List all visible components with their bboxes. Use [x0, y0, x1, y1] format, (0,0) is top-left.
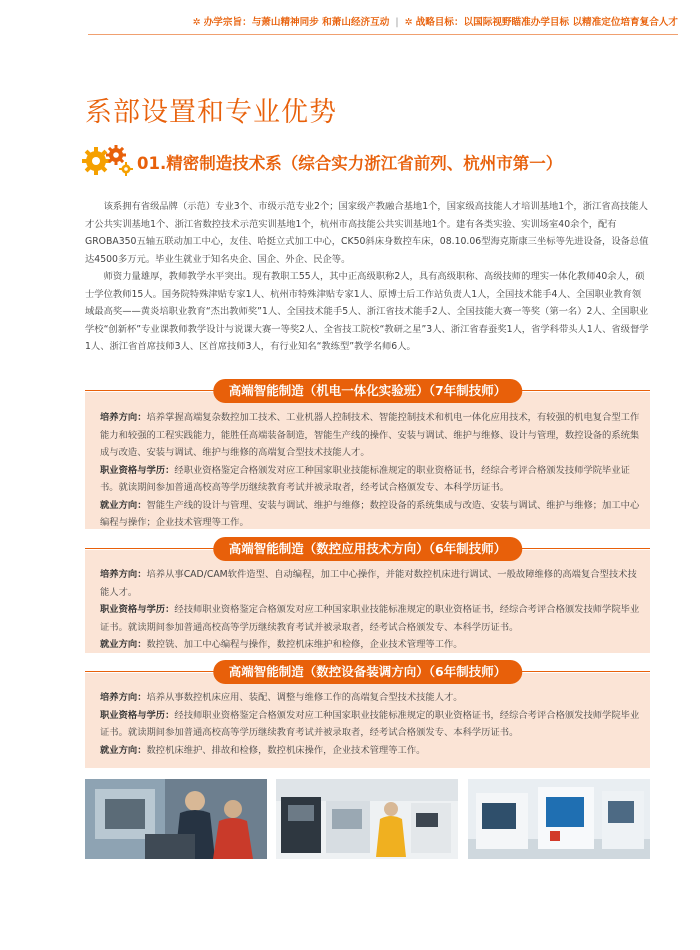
- qualification-label: 职业资格与学历：: [100, 604, 175, 615]
- gears-icon: [82, 143, 134, 179]
- program-body: [100, 689, 640, 759]
- qualification: [100, 601, 640, 636]
- employment-label: 就业方向：: [100, 639, 147, 650]
- strategy-label: 战略目标：: [415, 17, 464, 28]
- intro-paragraph: 该系拥有省级品牌（示范）专业3个、市级示范专业2个；国家级产教融合基地1个，国家级高技能人才培训基地1个，浙江省高技能人才公共实训基地1个、浙江省数控技术示范实训基地1个，杭州市高技能公共实训基地1个。建有各类实验、实训场室40余个，配有GROBA350五轴五联动加工中心，友佳、哈挺立式加工中心，CK50斜床身数控车床，08.10.06型海克斯康三坐标等先进设备，设备总值达4500多万元。毕业生就业于知名央企、国企、外企、民企等。: [85, 201, 649, 265]
- program-title: 高端智能制造（机电一体化实验班）（7年制技师）: [213, 379, 522, 403]
- qualification-label: 职业资格与学历：: [100, 464, 175, 476]
- strategy-text: 以国际视野瞄准办学目标 以精准定位培育复合人才: [463, 17, 678, 28]
- employment-direction: [100, 636, 640, 654]
- department-intro: [85, 198, 650, 356]
- photo-machining-workshop: [276, 779, 458, 859]
- program-body: [100, 566, 640, 654]
- star-icon: ✲: [192, 17, 201, 28]
- department-heading: 01.精密制造技术系（综合实力浙江省前列、杭州市第一）: [137, 154, 563, 173]
- qualification-text: 经技师职业资格鉴定合格颁发对应工种国家职业技能标准规定的职业资格证书，经综合考评合格颁发技师学院毕业证书。就读期间参加普通高校高等学历继续教育考试并被录取者，经考试合格颁发专、本科学历证书。: [100, 709, 640, 738]
- training-direction-label: 培养方向：: [100, 692, 147, 703]
- employment-label: 就业方向：: [100, 499, 147, 511]
- training-direction-text: 培养从事CAD/CAM软件造型、自动编程，加工中心操作，并能对数控机床进行调试、一般故障维修的高端复合型技术技能人才。: [100, 569, 637, 598]
- program-header: [85, 537, 650, 561]
- qualification: [100, 707, 640, 742]
- program-body: [100, 409, 640, 532]
- star-icon: ✲: [404, 17, 413, 28]
- program-header: [85, 379, 650, 403]
- training-direction: [100, 689, 640, 707]
- employment-label: 就业方向：: [100, 744, 147, 756]
- training-direction-text: 培养从事数控机床应用、装配、调整与维修工作的高端复合型技术技能人才。: [146, 692, 463, 703]
- motto-label: 办学宗旨：: [203, 17, 252, 28]
- header-separator: |: [395, 17, 399, 28]
- training-direction: [100, 409, 640, 462]
- training-direction: [100, 566, 640, 601]
- photo-cnc-machines: [468, 779, 650, 859]
- header-divider: [88, 34, 678, 35]
- program-header: [85, 660, 650, 684]
- header-motto: [193, 14, 678, 28]
- program-card: [85, 541, 650, 653]
- qualification: [100, 462, 640, 497]
- qualification-text: 经职业资格鉴定合格颁发对应工种国家职业技能标准规定的职业资格证书，经综合考评合格颁发技师学院毕业证书。就读期间参加普通高校高等学历继续教育考试并被录取者，经考试合格颁发专、本科学历证书。: [100, 464, 630, 493]
- photo-strip: [85, 779, 650, 859]
- qualification-label: 职业资格与学历：: [100, 709, 175, 721]
- photo-students-at-machine: [85, 779, 267, 859]
- intro-paragraph: 师资力量雄厚，教师教学水平突出。现有教职工55人，其中正高级职称2人，具有高级职称、高级技师的理实一体化教师40余人，硕士学位教师15人。国务院特殊津贴专家1人、杭州市特殊津贴专家1人、原博士后工作站负责人1人，全国技术能手4人、全国职业教育领域最高奖——黄炎培职业教育“杰出教师奖”1人、全国技术能手5人、浙江省技术能手2人、全国技能大赛一等奖（第一名）2人、全国职业学校“创新杯”专业课教师教学设计与说课大赛一等奖2人、全省技工院校“教研之星”3人、浙江省春蚕奖1人，省学科带头人1人、省级督学1人、浙江省首席技师3人、区首席技师3人，有行业知名“教练型”教学名师6人。: [85, 271, 649, 352]
- program-title: 高端智能制造（数控应用技术方向）（6年制技师）: [213, 537, 522, 561]
- training-direction-text: 培养掌握高端复杂数控加工技术、工业机器人控制技术、智能控制技术和机电一体化应用技术，有较强的机电复合型工作能力和较强的工程实践能力，能胜任高端装备制造，智能生产线的操作、安装与调试、维护与维修、设计与管理，数控设备的系统集成与改造、安装与调试、维护与维修的高端复合型技术技能人才。: [100, 412, 640, 458]
- header-bar: [0, 0, 700, 40]
- training-direction-label: 培养方向：: [100, 569, 147, 580]
- employment-direction: [100, 742, 640, 760]
- training-direction-label: 培养方向：: [100, 412, 147, 423]
- employment-text: 智能生产线的设计与管理、安装与调试、维护与维修；数控设备的系统集成与改造、安装与调试、维护与维修；加工中心编程与操作；企业技术管理等工作。: [100, 499, 640, 528]
- employment-text: 数控机床维护、排故和检修，数控机床操作，企业技术管理等工作。: [146, 744, 426, 756]
- employment-direction: [100, 497, 640, 532]
- employment-text: 数控铣、加工中心编程与操作，数控机床维护和检修，企业技术管理等工作。: [146, 639, 463, 650]
- page-title: 系部设置和专业优势: [85, 97, 337, 128]
- program-title: 高端智能制造（数控设备装调方向）（6年制技师）: [213, 660, 522, 684]
- qualification-text: 经技师职业资格鉴定合格颁发对应工种国家职业技能标准规定的职业资格证书，经综合考评合格颁发技师学院毕业证书。就读期间参加普通高校高等学历继续教育考试并被录取者，经考试合格颁发专、本科学历证书。: [100, 604, 640, 633]
- program-card: [85, 664, 650, 768]
- program-card: [85, 383, 650, 529]
- motto-text: 与萧山精神同步 和萧山经济互动: [251, 17, 390, 28]
